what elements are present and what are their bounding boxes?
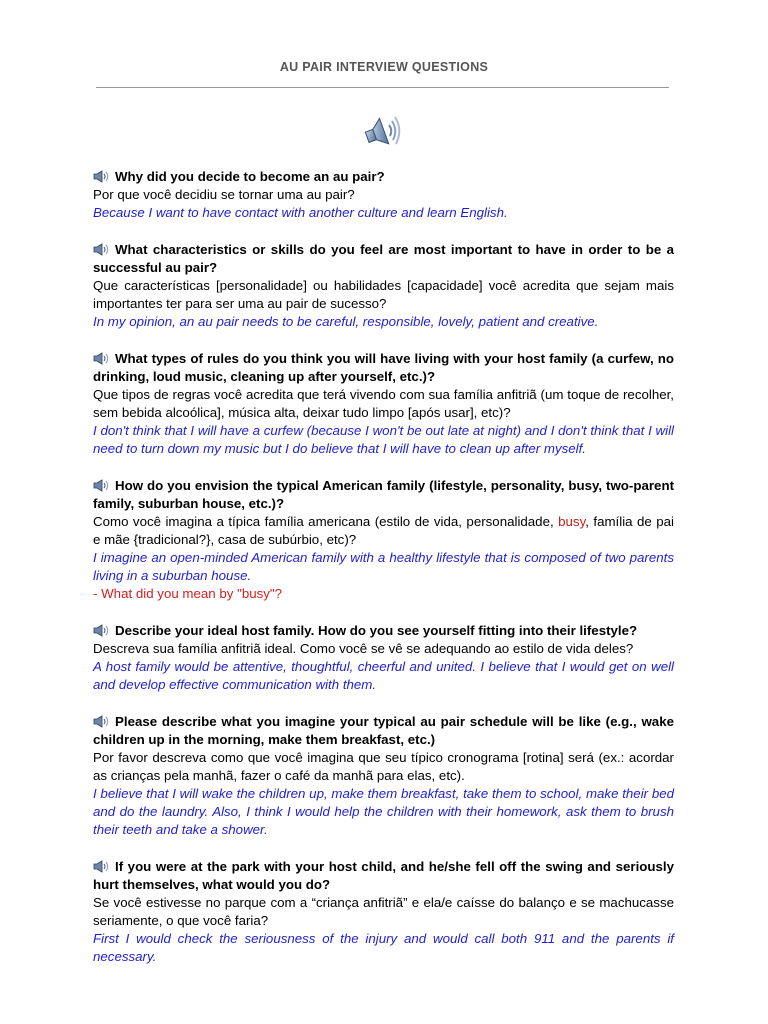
qa-item: [93, 350, 674, 458]
speaker-icon[interactable]: [362, 112, 404, 150]
speaker-icon[interactable]: [93, 715, 111, 728]
translation: Que características [personalidade] ou habilidades [capacidade] você acredita que sejam mais importantes ter para ser uma au pair de sucesso?: [93, 278, 674, 311]
question-text: If you were at the park with your host child, and he/she fell off the swing and seriously hurt themselves, what would you do?: [93, 859, 674, 892]
question-text: How do you envision the typical American family (lifestyle, personality, busy, two-parent family, suburban house, etc.)?: [93, 478, 674, 511]
translation: Descreva sua família anfitriã ideal. Como você se vê se adequando ao estilo de vida deles?: [93, 641, 634, 656]
question: [93, 241, 674, 277]
question: [93, 350, 674, 386]
speaker-icon[interactable]: [93, 624, 111, 637]
speaker-icon[interactable]: [93, 243, 111, 256]
qa-item: [93, 168, 674, 222]
question-text: What characteristics or skills do you feel are most important to have in order to be a successful au pair?: [93, 242, 674, 275]
qa-item: [93, 858, 674, 966]
answer: I don't think that I will have a curfew (because I won't be out late at night) and I don't think that I will need to turn down my music but I do believe that I will have to clean up after myself.: [93, 423, 674, 456]
page-title: AU PAIR INTERVIEW QUESTIONS: [279, 60, 489, 74]
translation-text: Como você imagina a típica família americana (estilo de vida, personalidade,: [93, 514, 559, 529]
answer: In my opinion, an au pair needs to be careful, responsible, lovely, patient and creative.: [93, 314, 599, 329]
translation: [93, 513, 674, 549]
question: [93, 168, 674, 186]
speaker-icon[interactable]: [93, 860, 111, 873]
speaker-icon[interactable]: [93, 352, 111, 365]
answer: A host family would be attentive, thoughtful, cheerful and united. I believe that I would get on well and develop effective communication with them.: [93, 659, 674, 692]
answer: I believe that I will wake the children up, make them breakfast, take them to school, make their bed and do the laundry. Also, I think I would help the children with their homework, ask them to brush their teeth and take a shower.: [93, 786, 674, 837]
translation: Por que você decidiu se tornar uma au pair?: [93, 187, 355, 202]
question: [93, 477, 674, 513]
question-text: Describe your ideal host family. How do you see yourself fitting into their lifestyle?: [115, 623, 638, 638]
qa-item: [93, 713, 674, 839]
question: [93, 622, 674, 640]
answer: First I would check the seriousness of the injury and would call both 911 and the parents if necessary.: [93, 931, 674, 964]
translation: Que tipos de regras você acredita que terá vivendo com sua família anfitriã (um toque de recolher, sem bebida alcoólica], música alta, deixar tudo limpo [após usar], etc)?: [93, 387, 674, 420]
answer: I imagine an open-minded American family with a healthy lifestyle that is composed of two parents living in a suburban house.: [93, 550, 674, 583]
translation: Por favor descreva como que você imagina que seu típico cronograma [rotina] será (ex.: acordar as crianças pela manhã, fazer o café da manhã para elas, etc).: [93, 750, 674, 783]
question-text: What types of rules do you think you will have living with your host family (a curfew, no drinking, loud music, cleaning up after yourself, etc.)?: [93, 351, 674, 384]
qa-item: [93, 477, 674, 603]
question: [93, 858, 674, 894]
qa-item: [93, 622, 674, 694]
qa-list: [93, 168, 674, 985]
question-text: Why did you decide to become an au pair?: [115, 169, 385, 184]
translation-text: , família de pai e mãe {tradicional?}, casa de subúrbio, etc)?: [93, 514, 674, 547]
highlighted-word: busy: [558, 514, 586, 529]
speaker-icon[interactable]: [93, 479, 111, 492]
question-text: Please describe what you imagine your typical au pair schedule will be like (e.g., wake children up in the morning, make them breakfast, etc.): [93, 714, 674, 747]
speaker-icon[interactable]: [93, 170, 111, 183]
answer: Because I want to have contact with another culture and learn English.: [93, 205, 508, 220]
qa-item: [93, 241, 674, 331]
reviewer-note: - What did you mean by "busy"?: [93, 586, 283, 601]
title-divider: [96, 87, 669, 88]
question: [93, 713, 674, 749]
translation: Se você estivesse no parque com a “criança anfitriã” e ela/e caísse do balanço e se machucasse seriamente, o que você faria?: [93, 895, 674, 928]
